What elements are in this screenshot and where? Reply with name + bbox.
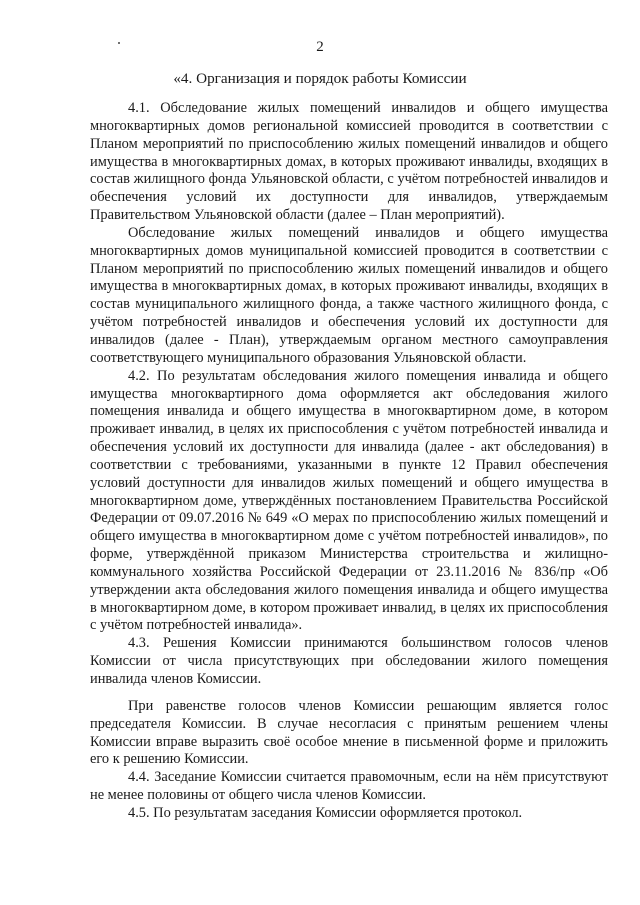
paragraph-4-5: 4.5. По результатам заседания Комиссии оформляется протокол. (128, 804, 523, 821)
paragraph-4-2: 4.2. По результатам обследования жилого помещения инвалида и общего имущества многоквартирного дома оформляется акт обследования жилого помещения инвалида и общего имущества в многоквартирном доме, в котором проживает инвалид, в целях их приспособления с учётом потребностей инвалида и обеспечения условий их доступности для инвалида (далее - акт обследования) в соответствии с требованиями, указанными в пункте 12 Правил обеспечения условий доступности для инвалидов жилых помещений и общего имущества в многоквартирном доме, утверждённых постановлением Правительства Российской Федерации от 09.07.2016 № 649 «О мерах по приспособлению жилых помещений и общего имущества в многоквартирном доме с учётом потребностей инвалидов», по форме, утверждённой приказом Министерства строительства и жилищно-коммунального хозяйства Российской Федерации от 23.11.2016 № 836/пр «Об утверждении акта обследования жилого помещения инвалида и общего имущества в многоквартирном доме, в котором проживает инвалид, в целях их приспособления с учётом потребностей инвалида». (90, 367, 608, 634)
document-body (90, 100, 608, 823)
paragraph-4-3: 4.3. Решения Комиссии принимаются большинством голосов членов Комиссии от числа присутствующих при обследовании жилого помещения инвалида членов Комиссии. (90, 635, 608, 687)
page-number: 2 (316, 39, 324, 55)
paragraph-4-4: 4.4. Заседание Комиссии считается правомочным, если на нём присутствуют не менее половины от общего числа членов Комиссии. (90, 769, 608, 804)
paragraph-4-3-tie-vote: При равенстве голосов членов Комиссии решающим является голос председателя Комиссии. В случае несогласия с принятым решением члены Комиссии вправе выразить своё особое мнение в письменной форме и приложить его к решению Комиссии. (90, 697, 608, 768)
paragraph-4-1: 4.1. Обследование жилых помещений инвалидов и общего имущества многоквартирных домов региональной комиссией проводится в соответствии с Планом мероприятий по приспособлению жилых помещений инвалидов и общего имущества в многоквартирных домах, в которых проживают инвалиды, входящих в состав жилищного фонда Ульяновской области, с учётом потребностей инвалидов и обеспечения условий их доступности для инвалидов, утверждаемым Правительством Ульяновской области (далее – План мероприятий). (90, 100, 608, 224)
section-heading: «4. Организация и порядок работы Комиссии (173, 70, 467, 87)
paragraph-4-1-municipal: Обследование жилых помещений инвалидов и общего имущества многоквартирных домов муниципальной комиссией проводится в соответствии с Планом мероприятий по приспособлению жилых помещений инвалидов и общего имущества в многоквартирных домах, в которых проживают инвалиды, входящих в состав муниципального жилищного фонда, а также частного жилищного фонда, с учётом потребностей инвалидов и обеспечения условий их доступности для инвалидов (далее - План), утверждаемым органом местного самоуправления соответствующего муниципального образования Ульяновской области. (90, 224, 608, 366)
